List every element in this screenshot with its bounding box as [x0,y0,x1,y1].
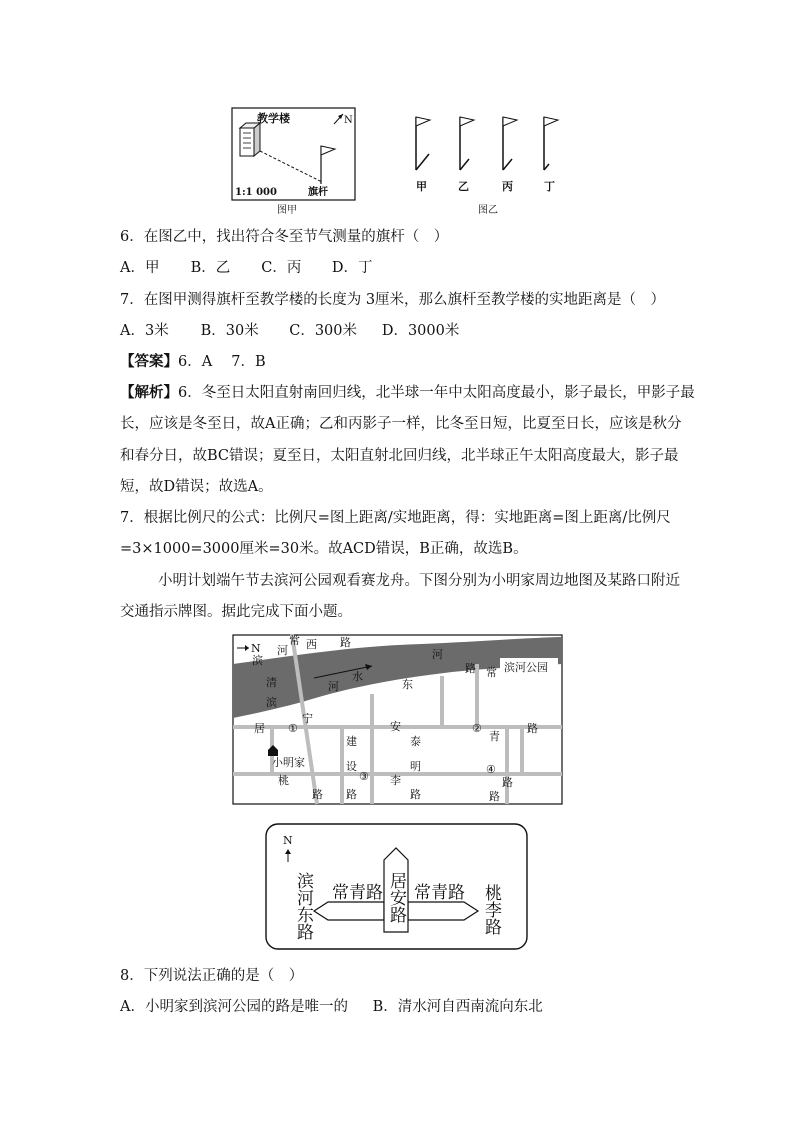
intro-line-1: 小明计划端午节去滨河公园观看赛龙舟。下图分别为小明家周边地图及某路口附近 [158,573,680,589]
north-label: N [344,115,353,126]
q7-option-d[interactable]: D．3000米 [381,323,460,339]
label-ding: 丁 [544,180,555,193]
svg-text:④: ④ [486,763,496,776]
svg-text:明: 明 [410,760,421,773]
answer-tag: 【答案】 [120,353,178,370]
figure-jia [230,106,360,218]
svg-text:西: 西 [306,638,317,651]
analysis-tag: 【解析】 [120,384,178,401]
label-jia: 甲 [416,180,427,193]
scale-label: 1:1 000 [235,187,277,198]
sign-west-road: 滨河东路 [293,872,313,940]
svg-text:路: 路 [410,788,421,801]
analysis-line-4: 短，故D错误；故选A。 [120,479,273,495]
intro-line-2: 交通指示牌图。据此完成下面小题。 [120,604,352,620]
svg-text:滨: 滨 [252,654,263,667]
analysis-line-5: 7．根据比例尺的公式：比例尺=图上距离/实地距离，得：实地距离=图上距离/比例尺 [120,510,671,526]
flag-yi [460,117,474,170]
svg-text:泰: 泰 [410,735,421,748]
sign-horizontal-arrow [314,902,384,920]
svg-text:路: 路 [502,776,513,789]
analysis-line-1: 【解析】6．冬至日太阳直射南回归线，北半球一年中太阳高度最小，影子最长，甲影子最 [120,384,695,401]
flag-icon [321,146,335,184]
svg-text:路: 路 [346,788,357,801]
park-label: 滨河公园 [504,661,548,674]
flag-ding [544,117,558,170]
svg-text:河: 河 [432,648,443,661]
q7-text: 7．在图甲测得旗杆至教学楼的长度为 3厘米，那么旗杆至教学楼的实地距离是（ ） [120,292,666,308]
svg-text:水: 水 [352,670,363,683]
building-icon [240,123,260,156]
svg-text:路: 路 [527,722,538,735]
traffic-sign [264,822,530,952]
svg-text:宁: 宁 [302,712,313,725]
svg-text:②: ② [472,722,482,735]
q7-options [120,321,459,341]
sign-left-road: 常青路 [332,883,383,903]
q6-option-d[interactable]: D．丁 [331,260,373,276]
q8-option-b[interactable]: B．清水河自西南流向东北 [372,999,543,1015]
home-label: 小明家 [272,756,305,769]
label-bing: 丙 [502,180,513,193]
figure-jia-caption: 图甲 [277,205,297,216]
svg-text:居: 居 [254,722,265,735]
svg-text:常: 常 [289,634,300,647]
label-yi: 乙 [458,180,469,193]
svg-text:③: ③ [359,770,369,783]
svg-text:建: 建 [346,735,357,748]
sign-horizontal-arrow-east [408,902,478,920]
flag-label: 旗杆 [308,187,328,198]
q6-option-b[interactable]: B．乙 [190,260,231,276]
q7-option-c[interactable]: C．300米 [289,323,357,339]
q6-text: 6．在图乙中，找出符合冬至节气测量的旗杆（ ） [120,229,449,245]
svg-text:路: 路 [465,662,476,675]
sign-right-road: 常青路 [414,883,465,903]
figure-yi-caption: 图乙 [478,205,498,216]
q6-option-c[interactable]: C．丙 [261,260,302,276]
q8-options [120,997,543,1017]
svg-text:桃: 桃 [278,774,289,787]
svg-text:路: 路 [489,790,500,803]
sign-center-road: 居安路 [386,872,406,923]
analysis-line-3: 和春分日，故BC错误；夏至日，太阳直射北回归线，北半球正午太阳高度最大，影子最 [120,448,679,464]
svg-text:滨: 滨 [266,696,277,709]
q7-option-a[interactable]: A．3米 [120,323,169,339]
answer-text: 6．A 7．B [178,354,266,370]
q6-options [120,258,372,278]
sign-east-road: 桃李路 [481,884,501,935]
neighborhood-map [232,634,564,806]
svg-text:东: 东 [402,678,413,691]
svg-text:路: 路 [340,636,351,649]
svg-text:①: ① [288,722,298,735]
svg-text:清: 清 [266,676,277,689]
north-arrow-icon [334,114,343,124]
map-north-label: N [251,642,261,655]
distance-dashed-line [260,151,322,182]
figure-yi [405,112,565,218]
building-label: 教学楼 [257,112,290,125]
svg-text:安: 安 [390,720,401,733]
svg-text:路: 路 [312,788,323,801]
q7-option-b[interactable]: B．30米 [200,323,259,339]
svg-text:青: 青 [489,730,500,743]
svg-text:李: 李 [390,774,401,787]
flag-bing [503,117,517,170]
answer-line [120,352,266,372]
analysis-line-2: 长，应该是冬至日，故A正确；乙和丙影子一样，比冬至日短，比夏至日长，应该是秋分 [120,416,682,432]
svg-text:河: 河 [328,680,339,693]
svg-text:设: 设 [346,760,357,773]
svg-text:河: 河 [277,644,288,657]
q6-option-a[interactable]: A．甲 [120,260,160,276]
analysis-line-6: =3×1000=3000厘米=30米。故ACD错误，B正确，故选B。 [120,541,528,557]
sign-north-label: N [283,834,293,847]
q8-option-a[interactable]: A．小明家到滨河公园的路是唯一的 [120,999,348,1015]
svg-text:常: 常 [486,666,497,679]
flag-jia [416,117,430,170]
q8-text: 8．下列说法正确的是（ ） [120,968,304,984]
